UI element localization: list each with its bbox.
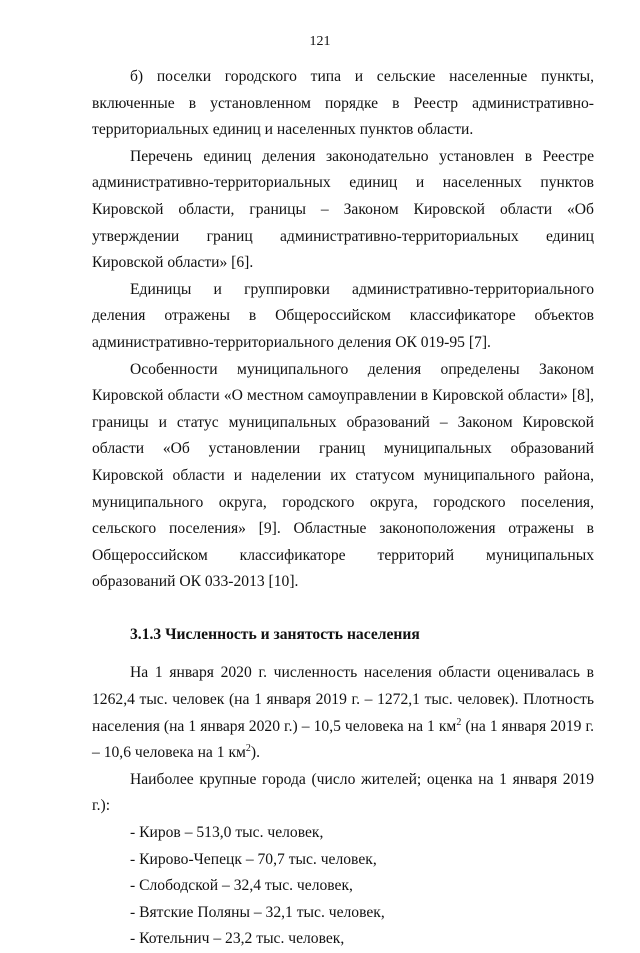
paragraph-population <box>92 660 594 766</box>
cities-list <box>92 820 594 953</box>
section-heading: 3.1.3 Численность и занятость населения <box>130 625 420 643</box>
list-item-city: - Кирово-Чепецк – 70,7 тыс. человек, <box>130 850 377 868</box>
population-text-middle: (на 1 января 2019 г. – 10,6 человека на 1 км <box>92 717 594 762</box>
superscript-square-2: 2 <box>245 743 251 755</box>
list-item-city: - Слободской – 32,4 тыс. человек, <box>130 877 353 895</box>
paragraph-settlements: б) поселки городского типа и сельские населенные пункты, включенные в установленном порядке в Реестр административно-территориальных единиц и населенных пунктов области. <box>92 68 594 139</box>
paragraph-municipal: Особенности муниципального деления определены Законом Кировской области «О местном самоуправлении в Кировской области» [8], границы и статус муниципальных образований – Законом Кировской области «Об установлении границ муниципальных образований Кировской области и наделении их статусом муниципального района, муниципального округа, городского округа, городского поселения, сельского поселения» [9]. Областные законоположения отражены в Общероссийском классификаторе территорий муниципальных образований ОК 033-2013 [10]. <box>92 360 594 591</box>
paragraph-classifier: Единицы и группировки административно-территориального деления отражены в Общероссийском классификаторе объектов административно-территориального деления ОК 019-95 [7]. <box>92 280 594 351</box>
population-text-end: ). <box>250 744 260 762</box>
superscript-square-1: 2 <box>456 716 462 728</box>
page-number: 121 <box>309 34 331 49</box>
population-text-start: На 1 января 2020 г. численность населения области оценивалась в 1262,4 тыс. человек (на 1 января 2019 г. – 1272,1 тыс. человек). Плотность населения (на 1 января 2020 г.) – 10,5 человека на 1 км <box>92 664 594 735</box>
paragraph-register: Перечень единиц деления законодательно установлен в Реестре административно-территориальных единиц и населенных пунктов Кировской области, границы – Законом Кировской области «Об утверждении границ административно-территориальных единиц Кировской области» [6]. <box>92 147 594 272</box>
list-item-city: - Котельнич – 23,2 тыс. человек, <box>130 930 345 948</box>
list-item-city: - Вятские Поляны – 32,1 тыс. человек, <box>130 903 385 921</box>
cities-intro: Наиболее крупные города (число жителей; оценка на 1 января 2019 г.): <box>92 770 594 815</box>
body-text <box>92 64 594 953</box>
list-item-city: - Киров – 513,0 тыс. человек, <box>130 824 324 842</box>
